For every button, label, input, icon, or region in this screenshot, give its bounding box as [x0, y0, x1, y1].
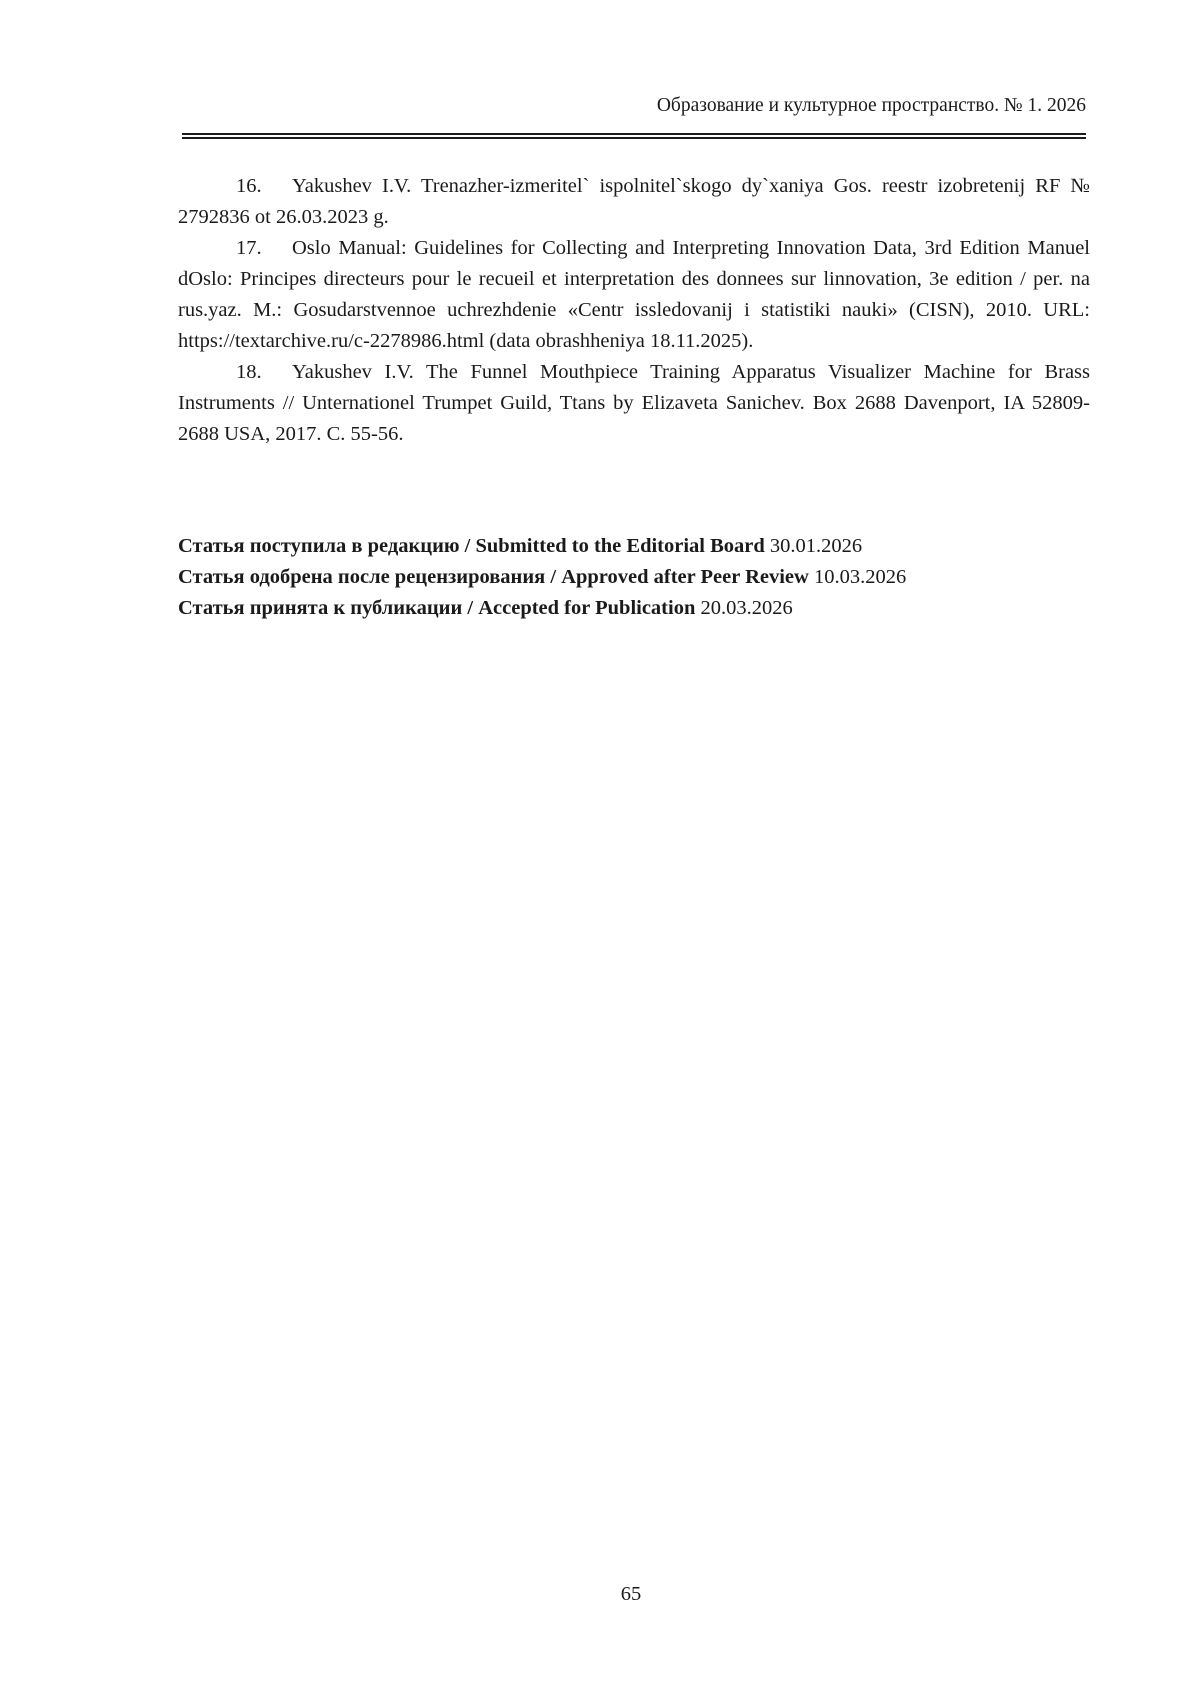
reference-number: 18. — [236, 361, 262, 383]
reference-item — [178, 233, 1090, 357]
accepted-label: Статья принята к публикации / Accepted for Publication — [178, 597, 696, 619]
submission-history — [178, 531, 1090, 624]
reference-number: 17. — [236, 237, 262, 259]
approved-date: 10.03.2026 — [813, 566, 907, 588]
reference-item — [178, 171, 1090, 233]
approved-line — [178, 562, 1090, 593]
reference-number: 16. — [236, 175, 262, 197]
submitted-line — [178, 531, 1090, 562]
submitted-label: Статья поступила в редакцию / Submitted to the Editorial Board — [178, 535, 765, 557]
accepted-line — [178, 593, 1090, 624]
reference-text: Oslo Manual: Guidelines for Collecting and Interpreting Innovation Data, 3rd Edition Manuel dOslo: Principes directeurs pour le recueil et interpretation des donnees sur linnovation, 3e edition / per. na rus.yaz. M.: Gosudarstvennoe uchrezhdenie «Centr issledovanij i statistiki nauki» (CISN), 2010. URL: https://textarchive.ru/c-2278986.html (data obrashheniya 18.11.2025). — [178, 237, 1090, 352]
running-header: Образование и культурное пространство. № 1. 2026 — [656, 95, 1086, 116]
header-double-rule — [182, 133, 1086, 139]
approved-label: Статья одобрена после рецензирования / Approved after Peer Review — [178, 566, 809, 588]
reference-text: Yakushev I.V. The Funnel Mouthpiece Training Apparatus Visualizer Machine for Brass Instruments // Unternationel Trumpet Guild, Ttans by Elizaveta Sanichev. Box 2688 Davenport, IA 52809-2688 USA, 2017. С. 55-56. — [178, 361, 1090, 445]
reference-item — [178, 357, 1090, 450]
submitted-date: 30.01.2026 — [769, 535, 863, 557]
reference-text: Yakushev I.V. Trenazher-izmeritel` ispolnitel`skogo dy`xaniya Gos. reestr izobretenij RF № 2792836 ot 26.03.2023 g. — [178, 175, 1090, 228]
reference-list — [178, 171, 1090, 450]
accepted-date: 20.03.2026 — [700, 597, 793, 619]
page-number: 65 — [620, 1583, 642, 1605]
